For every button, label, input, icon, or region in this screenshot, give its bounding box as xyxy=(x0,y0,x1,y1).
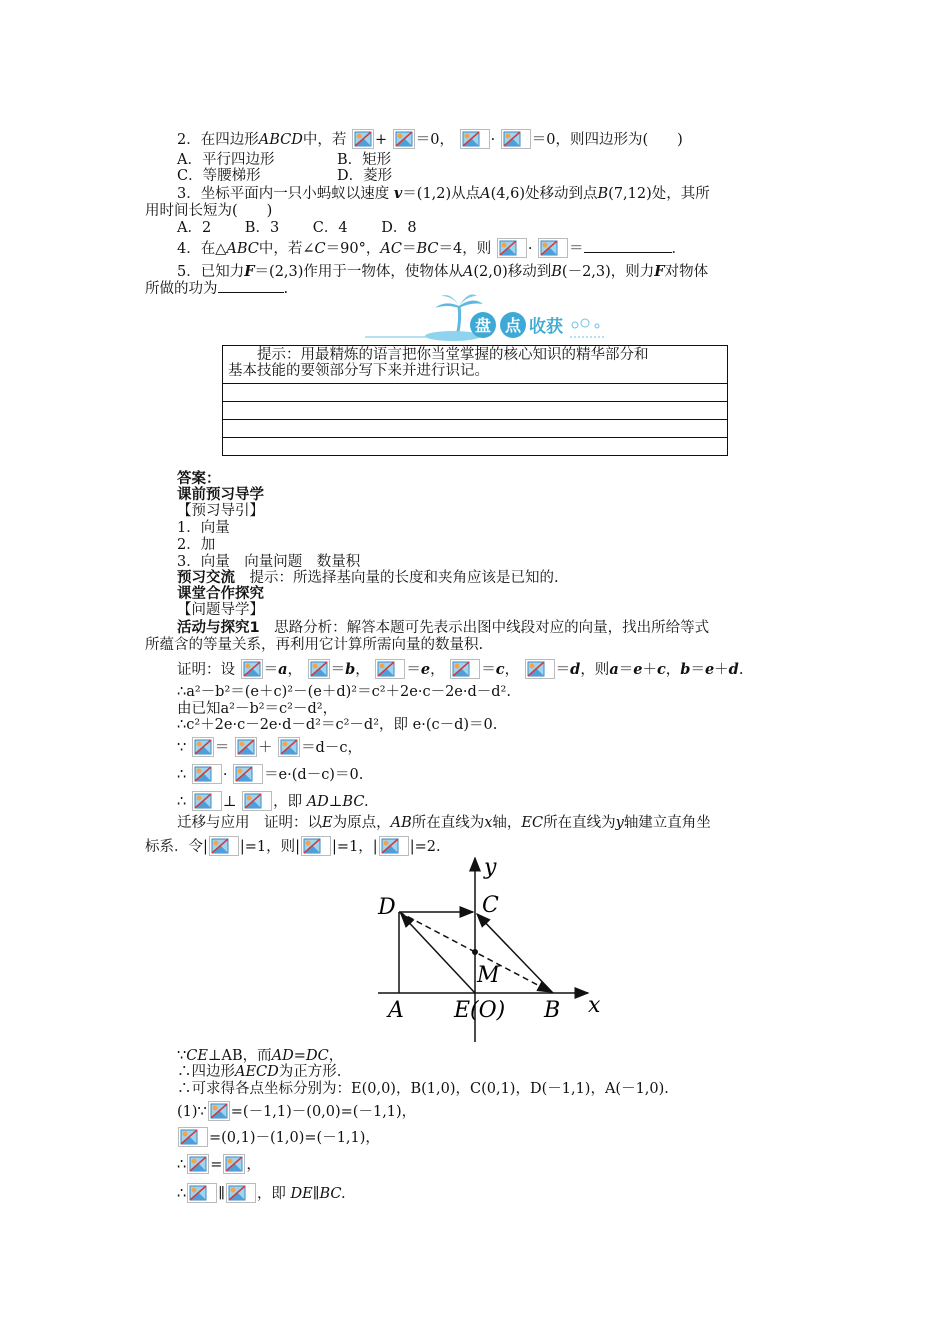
vector-image-icon xyxy=(192,791,222,811)
vector-image-icon xyxy=(226,1183,256,1203)
vector-image-icon xyxy=(497,238,527,258)
subsection-preview-guide: 【预习导引】 xyxy=(177,503,264,519)
label-y: y xyxy=(484,855,497,880)
square-geometry-figure xyxy=(370,852,610,1048)
vector-image-icon xyxy=(242,791,272,811)
summary-line[interactable] xyxy=(223,402,728,420)
vector-image-icon xyxy=(308,659,330,679)
answer-item-3: 3．向量 向量问题 数量积 xyxy=(177,554,361,570)
vector-image-icon xyxy=(538,238,568,258)
q5-line1: 5．已知力F＝(2,3)作用于一物体，使物体从A(2,0)移动到B(－2,3)，则力F对物体 xyxy=(177,263,709,280)
after-line2: ∴四边形AECD为正方形. xyxy=(177,1064,342,1080)
q3-line2: 用时间长短为( ) xyxy=(145,203,273,219)
label-B: B xyxy=(544,998,561,1023)
vector-image-icon xyxy=(525,659,555,679)
vector-image-icon xyxy=(278,737,300,757)
subsection-problem-guide: 【问题导学】 xyxy=(177,602,264,618)
q2-options-row2: C．等腰梯形 D．菱形 xyxy=(177,168,393,184)
label-EO: E(O) xyxy=(454,998,506,1023)
equation-5: ∴ · ＝e·(d－c)＝0. xyxy=(177,764,363,784)
equation-4: ∵ ＝ ＋ ＝d－c， xyxy=(177,737,362,757)
summary-line[interactable] xyxy=(223,438,728,456)
migration-line2: 标系．令| |=1，则| |=1，| |=2. xyxy=(145,836,441,856)
answers-title: 答案： xyxy=(177,471,221,487)
q2-options-row1: A．平行四边形 B．矩形 xyxy=(177,152,392,168)
label-C: C xyxy=(482,893,499,918)
after-line4: (1)∵ =(－1,1)－(0,0)=(－1,1)， xyxy=(177,1101,416,1121)
after-line1: ∵CE⊥AB，而AD=DC， xyxy=(177,1048,344,1064)
svg-text:点: 点 xyxy=(504,316,522,335)
svg-text:盘: 盘 xyxy=(474,316,492,335)
after-line6: ∴ = ， xyxy=(177,1154,261,1174)
equation-3: ∴c²＋2e·c－2e·d－d²＝c²－d²，即 e·(c－d)＝0. xyxy=(177,717,498,733)
activity-1-line1: 活动与探究1 思路分析：解答本题可先表示出图中线段对应的向量，找出所给等式 xyxy=(177,620,710,636)
point-M xyxy=(472,949,478,955)
after-line5: =(0,1)－(1,0)=(－1,1)， xyxy=(177,1127,380,1147)
answer-blank[interactable] xyxy=(584,252,672,253)
summary-box xyxy=(222,345,728,456)
vector-image-icon xyxy=(223,1154,245,1174)
banner-badges xyxy=(470,312,563,338)
vector-image-icon xyxy=(450,659,480,679)
q3-options: A．2 B．3 C．4 D．8 xyxy=(177,220,417,236)
vector-image-icon xyxy=(192,764,222,784)
label-A: A xyxy=(388,998,404,1023)
vector-image-icon xyxy=(460,129,490,149)
label-x: x xyxy=(588,993,601,1018)
proof-line: 证明：设 ＝a， ＝b， ＝e， ＝c， ＝d，则a＝e＋c，b＝e＋d. xyxy=(177,661,744,678)
vector-image-icon xyxy=(178,1127,208,1147)
vector-image-icon xyxy=(241,659,263,679)
migration-line1: 迁移与应用 证明：以E为原点，AB所在直线为x轴，EC所在直线为y轴建立直角坐 xyxy=(177,815,711,831)
vector-image-icon xyxy=(192,737,214,757)
activity-1-line2: 所蕴含的等量关系，再利用它计算所需向量的数量积. xyxy=(145,637,484,653)
vector-image-icon xyxy=(501,129,531,149)
label-M: M xyxy=(477,963,500,988)
svg-text:收获: 收获 xyxy=(529,317,563,337)
section-class: 课堂合作探究 xyxy=(177,586,264,602)
vector-image-icon xyxy=(208,1101,230,1121)
vector-image-icon xyxy=(301,836,331,856)
answer-item-2: 2．加 xyxy=(177,537,216,553)
after-line7: ∴ ∥ ，即 DE∥BC. xyxy=(177,1183,346,1203)
q5-line2: 所做的功为 . xyxy=(145,281,289,297)
vector-image-icon xyxy=(187,1183,217,1203)
q3-line1: 3．坐标平面内一只小蚂蚁以速度 v＝(1,2)从点A(4,6)处移动到点B(7,12)处，其所 xyxy=(177,185,710,202)
answer-item-1: 1．向量 xyxy=(177,520,230,536)
equation-6: ∴ ⊥ ，即 AD⊥BC. xyxy=(177,791,369,811)
preview-exchange: 预习交流 提示：所选择基向量的长度和夹角应该是已知的. xyxy=(177,570,559,586)
vector-image-icon xyxy=(393,129,415,149)
equation-1: ∴a²－b²＝(e＋c)²－(e＋d)²＝c²＋2e·c－2e·d－d². xyxy=(177,684,511,700)
vector-image-icon xyxy=(209,836,239,856)
summary-line[interactable] xyxy=(223,384,728,402)
vector-image-icon xyxy=(235,737,257,757)
summary-hint-line2: 基本技能的要领部分写下来并进行识记。 xyxy=(228,363,489,379)
label-D: D xyxy=(378,895,396,920)
answer-blank[interactable] xyxy=(218,292,284,293)
summary-banner xyxy=(365,292,605,344)
after-line3: ∴可求得各点坐标分别为：E(0,0)，B(1,0)，C(0,1)，D(－1,1)，A(－1,0). xyxy=(177,1081,669,1097)
vector-image-icon xyxy=(352,129,374,149)
q4-line: 4．在△ABC中，若∠C＝90°，AC＝BC＝4，则 · ＝ ． xyxy=(177,238,686,258)
summary-line[interactable] xyxy=(223,420,728,438)
summary-hint-line1: 提示：用最精炼的语言把你当堂掌握的核心知识的精华部分和 xyxy=(228,347,649,363)
equation-2: 由已知a²－b²＝c²－d²， xyxy=(177,701,338,717)
vector-image-icon xyxy=(187,1154,209,1174)
section-preview: 课前预习导学 xyxy=(177,487,264,503)
vector-image-icon xyxy=(375,659,405,679)
vector-image-icon xyxy=(233,764,263,784)
q2-line1: 2．在四边形ABCD中，若 + ＝0， · ＝0，则四边形为( ) xyxy=(177,129,683,149)
vector-ED xyxy=(401,914,475,993)
